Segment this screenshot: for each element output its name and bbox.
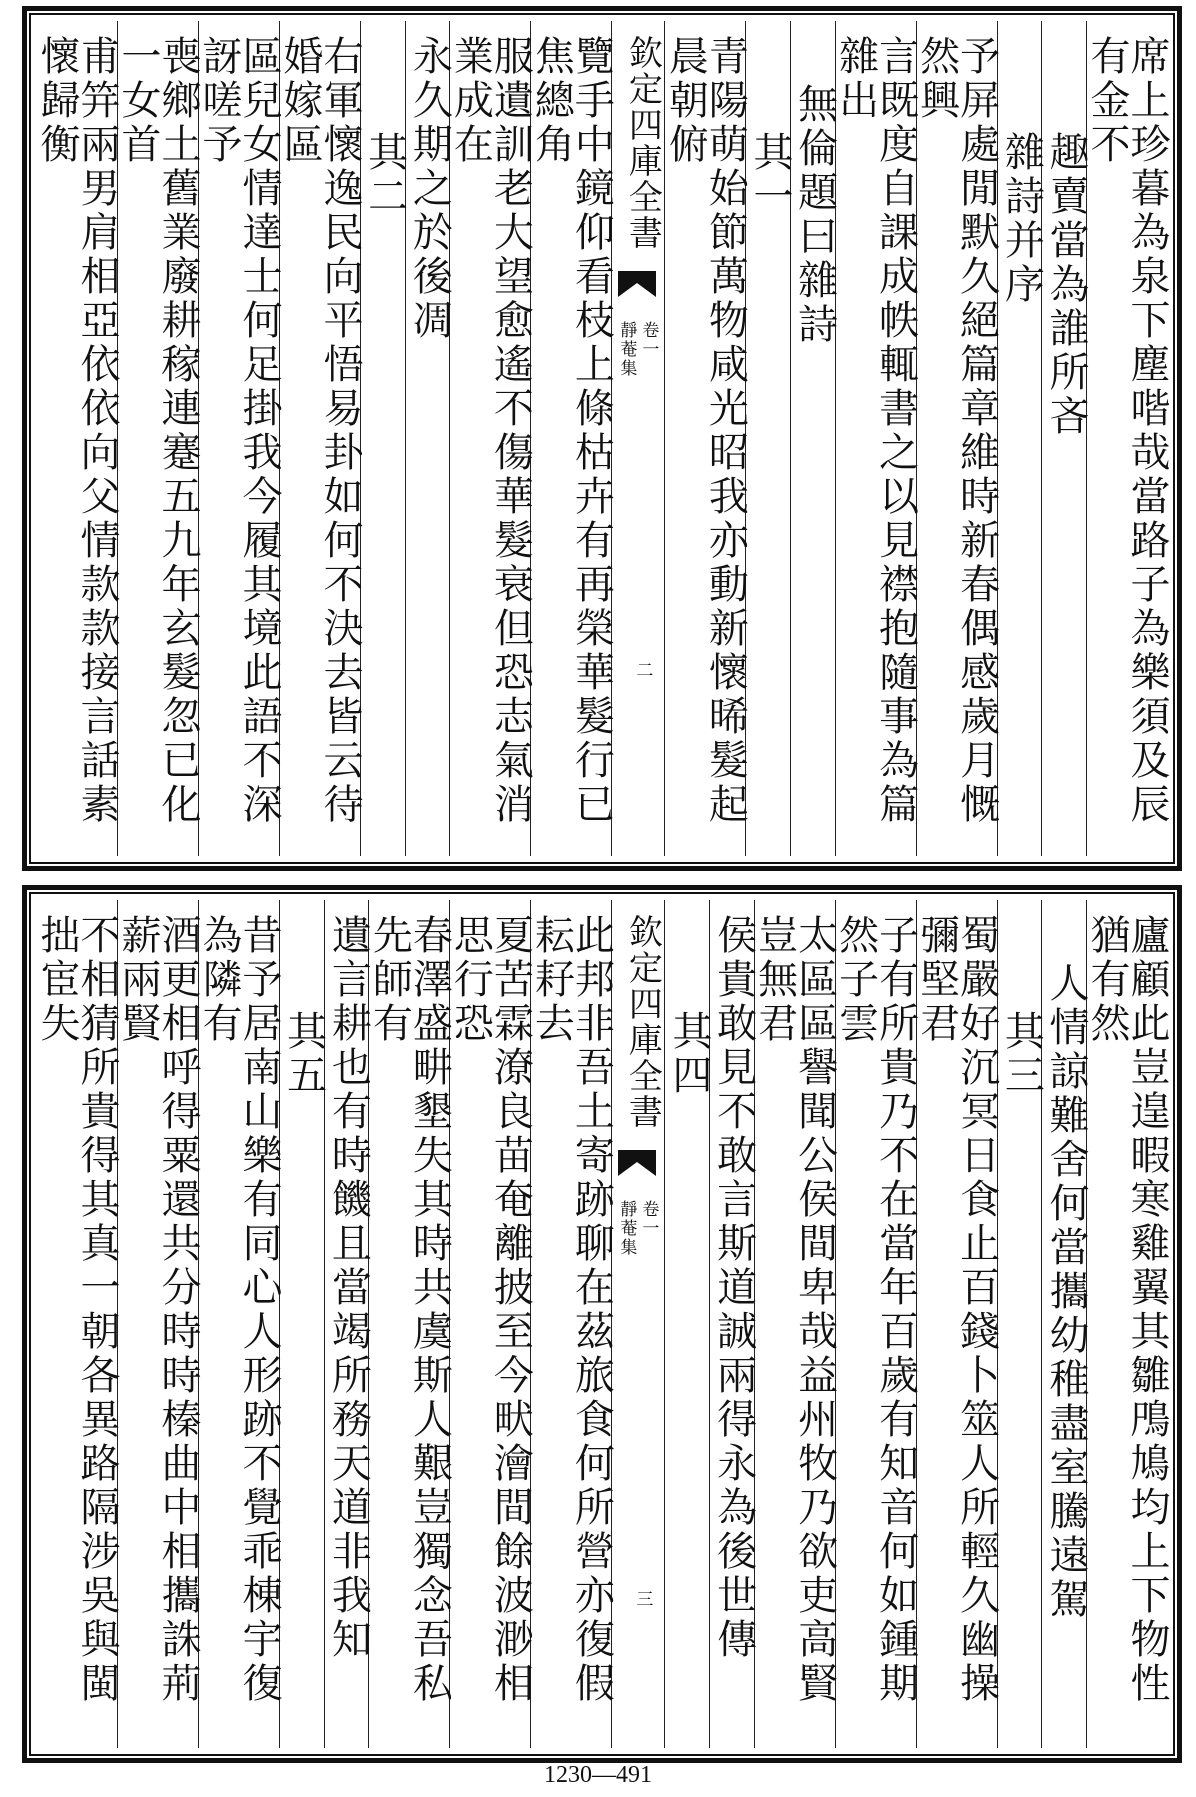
page-b [22,885,1182,1763]
page-number: 二 [632,661,653,678]
text-column: 甫笄兩男肩相亞依依向父情款款接言話素懷歸衡 [33,35,120,827]
text-column: 春澤盛畊墾失其時共虞斯人艱豈獨念吾私先師有 [368,900,449,1748]
text-column: 席上珍暮為泉下塵喈哉當路子為樂須及辰有金不 [1086,21,1167,856]
text-column: 人情諒難舍何當攜幼稚盡室騰遠駕 [1041,900,1086,1748]
text-column: 永久期之於後凋 [405,21,450,856]
text-column: 不相猜所貴得其真一朝各異路隔涉吳與閩拙宦失 [33,914,120,1706]
text-column: 侯貴敢見不敢言斯道誠兩得永為後世傳 [709,900,754,1748]
poem-heading: 其四 [664,900,709,1748]
text-column: 遺言耕也有時饑且當竭所務天道非我知 [324,900,369,1748]
text-column: 太區區譽聞公侯間卑哉益州牧乃欲吏高賢豈無君 [754,900,835,1748]
poem-heading: 其二 [360,21,405,856]
text-column: 予屏處閒默久絕篇章維時新春偶感歲月慨然興 [916,21,997,856]
text-column: 夏苦霖潦良苗奄離披至今畎澮間餘波渺相思行恐 [449,900,530,1748]
text-column: 蜀嚴好沉冥日食止百錢卜筮人所輕久幽操彌堅君 [916,900,997,1748]
library-header: 欽定四庫全書 [622,35,663,251]
text-column: 酒更相呼得粟還共分時時榛曲中相攜誅荊薪兩賢 [117,900,198,1748]
text-column: 喪鄉土舊業廢耕稼連蹇五九年玄髮忽已化一女首 [117,21,198,856]
text-column: 言既度自課成帙輒書之以見襟抱隨事為篇雜出 [835,21,916,856]
poem-heading: 其三 [997,900,1042,1748]
text-column: 此邦非吾土寄跡聊在茲旅食何所營亦復假耘耔去 [530,900,611,1748]
volume-label: 卷一 [638,321,659,359]
text-column: 覽手中鏡仰看枝上條枯卉有再榮華髮行已焦總角 [530,21,611,856]
section-heading: 雜詩并序 [997,21,1042,856]
page-a [22,6,1182,871]
page-b-columns [33,900,1170,1748]
text-column: 右軍懷逸民向平悟易卦如何不決去皆云待婚嫁區 [279,21,360,856]
text-column: 昔予居南山樂有同心人形跡不覺乖棟宇復為隣有 [198,900,279,1748]
text-column: 無倫題曰雜詩 [790,21,835,856]
poem-heading: 其五 [279,900,324,1748]
center-fold [611,21,664,856]
catalog-page-number: 1230—491 [544,1762,652,1788]
fishtail-mark-icon [618,271,656,299]
center-fold [611,900,664,1748]
text-column: 趣賣當為誰所吝 [1041,21,1086,856]
volume-label: 卷一 [638,1200,659,1238]
text-column: 服遺訓老大望愈遙不傷華髮衰但恐志氣消業成在 [449,21,530,856]
text-column: 青陽萌始節萬物咸光昭我亦動新懷晞髮起晨朝俯 [664,21,745,856]
page-a-columns [33,21,1170,856]
library-header: 欽定四庫全書 [622,914,663,1130]
text-column: 子有所貴乃不在當年百歲有知音何如鍾期然子雲 [835,900,916,1748]
page-number: 三 [632,1590,653,1607]
fishtail-mark-icon [618,1150,656,1178]
text-column: 廬顧此豈遑暇寒雞翼其雛鳲鳩均上下物性猶有然 [1086,900,1167,1748]
book-title: 靜菴集 [616,1200,637,1257]
text-column: 區兒女情達士何足掛我今履其境此語不深訝嗟予 [198,21,279,856]
poem-heading: 其一 [745,21,790,856]
book-title: 靜菴集 [616,321,637,378]
